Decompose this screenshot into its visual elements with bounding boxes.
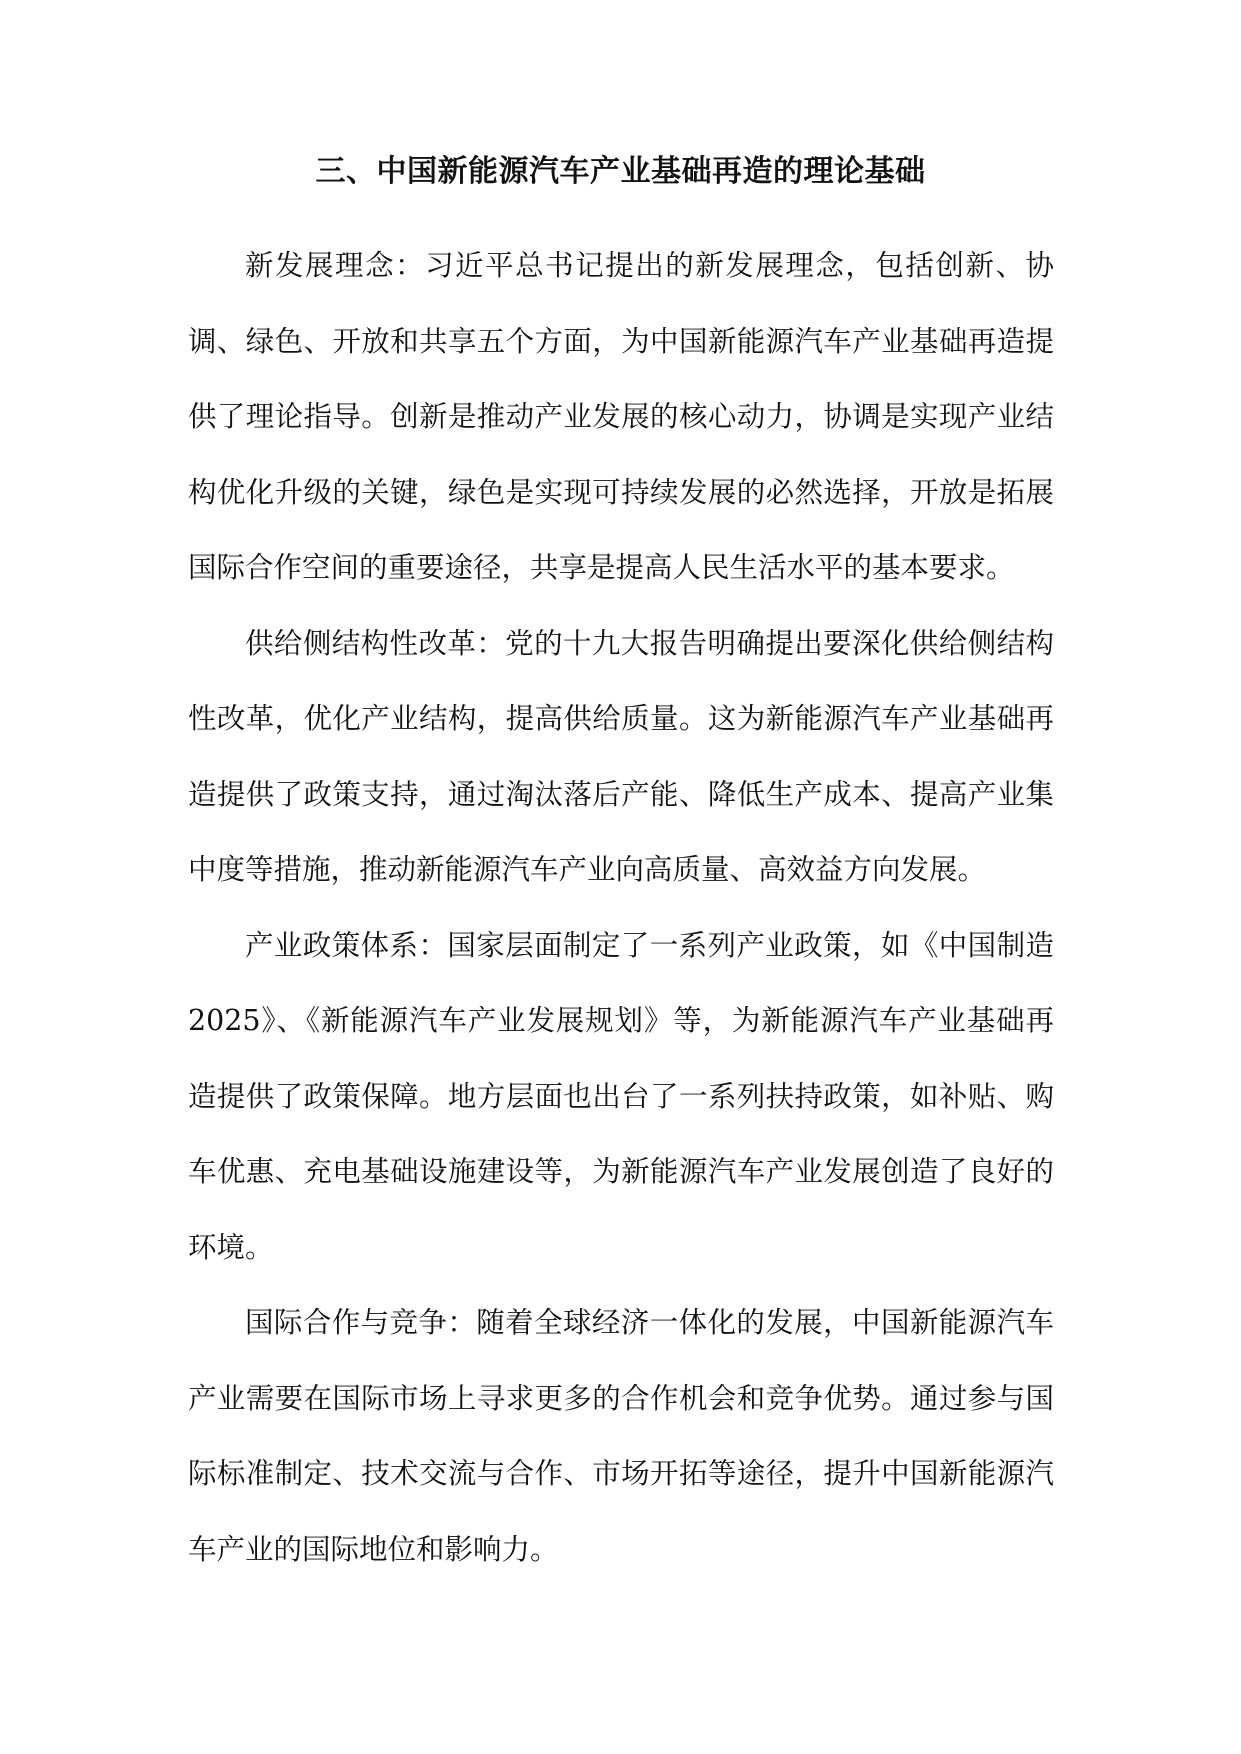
paragraph-international-cooperation: 国际合作与竞争：随着全球经济一体化的发展，中国新能源汽车产业需要在国际市场上寻求更多的合作机会和竞争优势。通过参与国际标准制定、技术交流与合作、市场开拓等途径，提升中国新能源汽车产业的国际地位和影响力。 <box>188 1306 1054 1566</box>
paragraph-new-development-concept: 新发展理念：习近平总书记提出的新发展理念，包括创新、协调、绿色、开放和共享五个方面，为中国新能源汽车产业基础再造提供了理论指导。创新是推动产业发展的核心动力，协调是实现产业结构优化升级的关键，绿色是实现可持续发展的必然选择，开放是拓展国际合作空间的重要途径，共享是提高人民生活水平的基本要求。 <box>188 249 1054 584</box>
body-text <box>188 228 1054 1587</box>
paragraph-industrial-policy: 产业政策体系：国家层面制定了一系列产业政策，如《中国制造2025》、《新能源汽车产业发展规划》等，为新能源汽车产业基础再造提供了政策保障。地方层面也出台了一系列扶持政策，如补贴、购车优惠、充电基础设施建设等，为新能源汽车产业发展创造了良好的环境。 <box>188 928 1054 1264</box>
paragraph-supply-side-reform: 供给侧结构性改革：党的十九大报告明确提出要深化供给侧结构性改革，优化产业结构，提高供给质量。这为新能源汽车产业基础再造提供了政策支持，通过淘汰落后产能、降低生产成本、提高产业集中度等措施，推动新能源汽车产业向高质量、高效益方向发展。 <box>188 626 1054 886</box>
section-heading: 三、中国新能源汽车产业基础再造的理论基础 <box>315 154 926 189</box>
